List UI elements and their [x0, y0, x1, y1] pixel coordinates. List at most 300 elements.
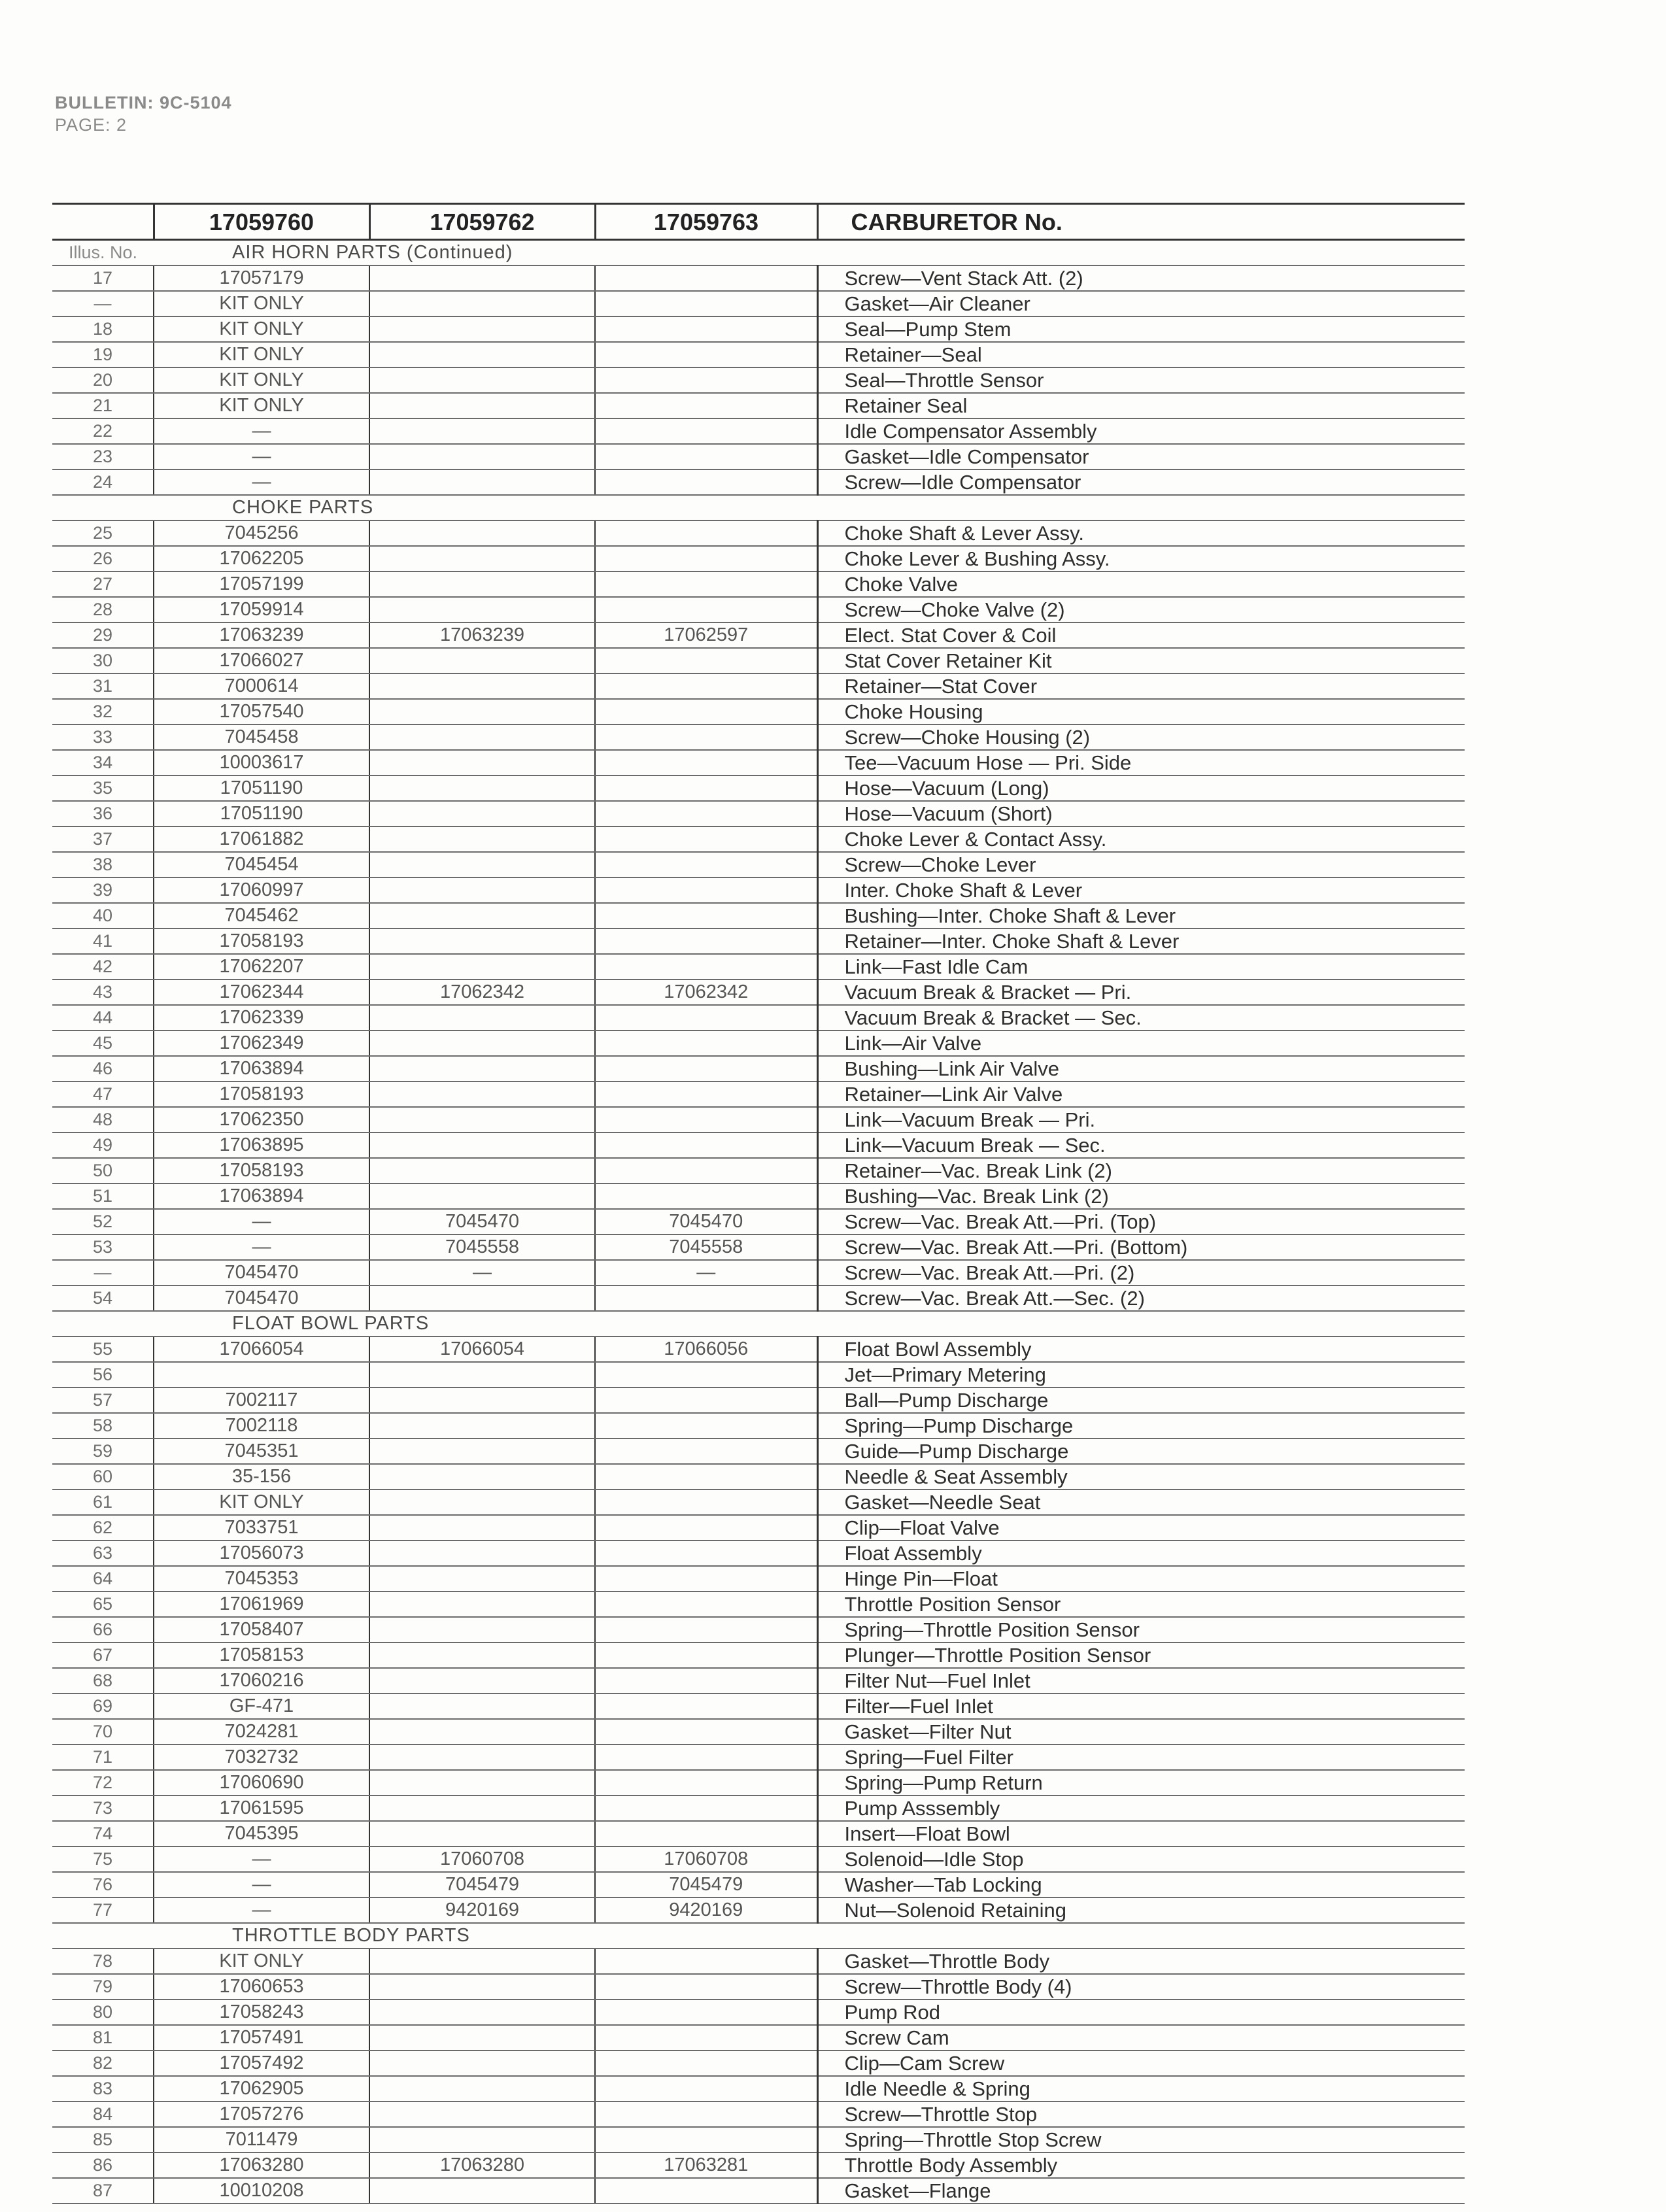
illus-number-cell: 19	[52, 342, 154, 367]
part-number-b-cell	[369, 1668, 595, 1693]
illus-number-cell: 57	[52, 1387, 154, 1413]
part-number-a-cell: 17051190	[154, 775, 369, 801]
part-number-a-cell: 7045353	[154, 1566, 369, 1591]
carburetor-column-b-header: 17059762	[369, 204, 595, 240]
table-row	[52, 571, 1465, 597]
part-description-cell: Screw—Vac. Break Att.—Sec. (2)	[817, 1285, 1465, 1311]
part-number-b-cell	[369, 469, 595, 495]
table-row	[52, 1183, 1465, 1209]
illus-number-cell: 87	[52, 2178, 154, 2203]
illus-number-cell: 59	[52, 1438, 154, 1464]
table-row	[52, 1642, 1465, 1668]
part-number-c-cell	[595, 393, 817, 418]
illus-number-cell: 32	[52, 699, 154, 724]
section-title: AIR HORN PARTS (Continued)	[154, 240, 1465, 266]
part-number-c-cell	[595, 1387, 817, 1413]
illus-number-cell: 72	[52, 1770, 154, 1795]
table-row	[52, 2127, 1465, 2152]
part-number-b-cell	[369, 1107, 595, 1132]
table-row	[52, 1821, 1465, 1846]
part-number-a-cell: 7045395	[154, 1821, 369, 1846]
part-number-c-cell	[595, 469, 817, 495]
part-number-a-cell: —	[154, 444, 369, 469]
part-number-b-cell	[369, 367, 595, 393]
table-row	[52, 1005, 1465, 1030]
part-number-b-cell	[369, 1005, 595, 1030]
part-number-b-cell	[369, 724, 595, 750]
illus-number-cell: 73	[52, 1795, 154, 1821]
section-blank-cell	[52, 1923, 154, 1948]
illus-number-cell: 53	[52, 1234, 154, 1260]
part-number-a-cell: KIT ONLY	[154, 316, 369, 342]
part-description-cell: Vacuum Break & Bracket — Sec.	[817, 1005, 1465, 1030]
part-number-c-cell	[595, 444, 817, 469]
part-number-b-cell	[369, 1081, 595, 1107]
part-number-b-cell	[369, 2076, 595, 2101]
part-description-cell: Screw—Vac. Break Att.—Pri. (2)	[817, 1260, 1465, 1285]
part-number-b-cell	[369, 520, 595, 546]
part-number-a-cell: 7045351	[154, 1438, 369, 1464]
parts-table-body	[52, 240, 1465, 2204]
table-row	[52, 546, 1465, 571]
part-number-b-cell	[369, 750, 595, 775]
illus-number-cell: 38	[52, 852, 154, 877]
part-number-b-cell	[369, 571, 595, 597]
part-description-cell: Inter. Choke Shaft & Lever	[817, 877, 1465, 903]
table-row	[52, 1260, 1465, 1285]
illus-number-cell: 44	[52, 1005, 154, 1030]
illus-number-cell: 40	[52, 903, 154, 928]
part-number-c-cell	[595, 2127, 817, 2152]
part-number-a-cell: 7045458	[154, 724, 369, 750]
table-row	[52, 877, 1465, 903]
part-number-c-cell	[595, 699, 817, 724]
part-description-cell: Choke Shaft & Lever Assy.	[817, 520, 1465, 546]
part-description-cell: Retainer—Vac. Break Link (2)	[817, 1158, 1465, 1183]
illus-number-cell: 67	[52, 1642, 154, 1668]
part-description-cell: Screw—Throttle Body (4)	[817, 1974, 1465, 1999]
illus-number-cell: 68	[52, 1668, 154, 1693]
part-number-a-cell: 17062344	[154, 979, 369, 1005]
part-number-b-cell: 17063239	[369, 622, 595, 648]
part-number-c-cell	[595, 367, 817, 393]
table-row	[52, 2152, 1465, 2178]
table-row	[52, 1081, 1465, 1107]
part-number-a-cell: —	[154, 1897, 369, 1923]
part-number-c-cell	[595, 877, 817, 903]
page-header	[55, 92, 232, 136]
illus-number-cell: 80	[52, 1999, 154, 2025]
part-number-b-cell: 17063280	[369, 2152, 595, 2178]
illus-number-cell: 78	[52, 1948, 154, 1974]
part-description-cell: Gasket—Flange	[817, 2178, 1465, 2203]
part-description-cell: Pump Rod	[817, 1999, 1465, 2025]
part-number-a-cell: 17062207	[154, 954, 369, 979]
table-row	[52, 1413, 1465, 1438]
part-number-c-cell: 17062342	[595, 979, 817, 1005]
part-number-a-cell: 17059914	[154, 597, 369, 622]
part-description-cell: Retainer—Stat Cover	[817, 673, 1465, 699]
parts-list	[52, 203, 1465, 2204]
table-row	[52, 1158, 1465, 1183]
part-number-c-cell	[595, 1489, 817, 1515]
illus-number-cell: 62	[52, 1515, 154, 1540]
table-row	[52, 699, 1465, 724]
part-number-a-cell: 17060653	[154, 1974, 369, 1999]
part-number-a-cell: 17057276	[154, 2101, 369, 2127]
illus-number-cell: 69	[52, 1693, 154, 1719]
part-description-cell: Stat Cover Retainer Kit	[817, 648, 1465, 673]
table-row	[52, 1209, 1465, 1234]
part-description-cell: Gasket—Needle Seat	[817, 1489, 1465, 1515]
table-row	[52, 673, 1465, 699]
table-row	[52, 775, 1465, 801]
table-row	[52, 520, 1465, 546]
part-number-a-cell: 17062349	[154, 1030, 369, 1056]
part-number-c-cell	[595, 520, 817, 546]
part-number-a-cell: 7045454	[154, 852, 369, 877]
part-number-a-cell: 7002117	[154, 1387, 369, 1413]
table-row	[52, 1999, 1465, 2025]
part-number-a-cell: 17063894	[154, 1183, 369, 1209]
part-number-b-cell	[369, 852, 595, 877]
illus-number-cell: 58	[52, 1413, 154, 1438]
part-number-c-cell	[595, 571, 817, 597]
part-number-a-cell: 7045256	[154, 520, 369, 546]
illus-number-cell: 37	[52, 826, 154, 852]
part-number-c-cell	[595, 597, 817, 622]
section-blank-cell	[52, 1311, 154, 1336]
part-number-c-cell: 7045479	[595, 1872, 817, 1897]
part-number-a-cell: 7011479	[154, 2127, 369, 2152]
illus-number-cell: 86	[52, 2152, 154, 2178]
part-number-c-cell	[595, 2050, 817, 2076]
illus-number-cell: 29	[52, 622, 154, 648]
part-number-c-cell: 7045558	[595, 1234, 817, 1260]
part-number-a-cell: 17062339	[154, 1005, 369, 1030]
part-number-a-cell: 7002118	[154, 1413, 369, 1438]
part-description-cell: Link—Vacuum Break — Sec.	[817, 1132, 1465, 1158]
part-number-c-cell	[595, 1795, 817, 1821]
part-number-b-cell	[369, 1285, 595, 1311]
table-row	[52, 393, 1465, 418]
part-description-cell: Ball—Pump Discharge	[817, 1387, 1465, 1413]
part-number-a-cell: KIT ONLY	[154, 367, 369, 393]
part-description-cell: Choke Lever & Bushing Assy.	[817, 546, 1465, 571]
table-row	[52, 1897, 1465, 1923]
table-row	[52, 1285, 1465, 1311]
table-row	[52, 1566, 1465, 1591]
table-row	[52, 1489, 1465, 1515]
table-row	[52, 801, 1465, 826]
table-row	[52, 1030, 1465, 1056]
part-description-cell: Bushing—Link Air Valve	[817, 1056, 1465, 1081]
table-row	[52, 724, 1465, 750]
part-number-a-cell: 10010208	[154, 2178, 369, 2203]
part-number-b-cell	[369, 1821, 595, 1846]
part-number-b-cell	[369, 1515, 595, 1540]
part-number-a-cell: 17063239	[154, 622, 369, 648]
table-row	[52, 2025, 1465, 2050]
part-number-a-cell: 7045470	[154, 1285, 369, 1311]
table-row	[52, 1668, 1465, 1693]
illus-number-cell: 48	[52, 1107, 154, 1132]
part-description-cell: Screw—Choke Valve (2)	[817, 597, 1465, 622]
part-number-a-cell: KIT ONLY	[154, 291, 369, 316]
part-number-a-cell: 7024281	[154, 1719, 369, 1744]
table-row	[52, 1693, 1465, 1719]
part-number-b-cell	[369, 1770, 595, 1795]
carburetor-no-header: CARBURETOR No.	[817, 204, 1465, 240]
illus-number-cell: 26	[52, 546, 154, 571]
illus-number-cell: 51	[52, 1183, 154, 1209]
illus-number-cell: 82	[52, 2050, 154, 2076]
part-number-c-cell	[595, 1591, 817, 1617]
table-row	[52, 1464, 1465, 1489]
illus-number-cell: —	[52, 1260, 154, 1285]
table-row	[52, 1719, 1465, 1744]
illus-number-cell: 28	[52, 597, 154, 622]
illus-number-cell: 52	[52, 1209, 154, 1234]
part-number-c-cell	[595, 1030, 817, 1056]
part-description-cell: Screw—Vac. Break Att.—Pri. (Bottom)	[817, 1234, 1465, 1260]
part-number-b-cell: —	[369, 1260, 595, 1285]
part-number-c-cell	[595, 1158, 817, 1183]
table-row	[52, 826, 1465, 852]
part-description-cell: Spring—Throttle Position Sensor	[817, 1617, 1465, 1642]
illus-number-cell: 64	[52, 1566, 154, 1591]
part-description-cell: Nut—Solenoid Retaining	[817, 1897, 1465, 1923]
part-number-a-cell: 17066054	[154, 1336, 369, 1362]
section-title: CHOKE PARTS	[154, 495, 1465, 520]
part-description-cell: Throttle Position Sensor	[817, 1591, 1465, 1617]
part-number-a-cell: 7032732	[154, 1744, 369, 1770]
part-description-cell: Tee—Vacuum Hose — Pri. Side	[817, 750, 1465, 775]
illus-number-cell: 77	[52, 1897, 154, 1923]
part-number-b-cell	[369, 1413, 595, 1438]
part-number-a-cell: KIT ONLY	[154, 1948, 369, 1974]
part-number-b-cell	[369, 826, 595, 852]
part-description-cell: Float Assembly	[817, 1540, 1465, 1566]
part-number-b-cell	[369, 444, 595, 469]
part-number-a-cell: 10003617	[154, 750, 369, 775]
part-description-cell: Screw—Vent Stack Att. (2)	[817, 265, 1465, 291]
part-number-a-cell: 7033751	[154, 1515, 369, 1540]
part-number-b-cell: 9420169	[369, 1897, 595, 1923]
illus-number-cell: 75	[52, 1846, 154, 1872]
part-description-cell: Vacuum Break & Bracket — Pri.	[817, 979, 1465, 1005]
part-description-cell: Bushing—Inter. Choke Shaft & Lever	[817, 903, 1465, 928]
part-number-b-cell	[369, 775, 595, 801]
part-description-cell: Screw Cam	[817, 2025, 1465, 2050]
section-blank-cell	[52, 495, 154, 520]
part-number-c-cell	[595, 1693, 817, 1719]
table-row	[52, 444, 1465, 469]
part-description-cell: Screw—Choke Lever	[817, 852, 1465, 877]
illus-number-cell: 42	[52, 954, 154, 979]
part-number-c-cell	[595, 903, 817, 928]
table-row	[52, 1234, 1465, 1260]
part-number-a-cell: 17058407	[154, 1617, 369, 1642]
part-number-c-cell	[595, 1642, 817, 1668]
table-row	[52, 1872, 1465, 1897]
illus-number-cell: 85	[52, 2127, 154, 2152]
table-row	[52, 1617, 1465, 1642]
part-number-b-cell	[369, 954, 595, 979]
part-number-c-cell	[595, 1540, 817, 1566]
illus-number-cell: 46	[52, 1056, 154, 1081]
part-number-b-cell	[369, 546, 595, 571]
part-description-cell: Spring—Fuel Filter	[817, 1744, 1465, 1770]
part-description-cell: Hose—Vacuum (Short)	[817, 801, 1465, 826]
part-description-cell: Link—Fast Idle Cam	[817, 954, 1465, 979]
part-description-cell: Link—Vacuum Break — Pri.	[817, 1107, 1465, 1132]
part-number-a-cell: 17061882	[154, 826, 369, 852]
part-number-b-cell	[369, 1693, 595, 1719]
part-number-b-cell	[369, 316, 595, 342]
illus-number-cell: 79	[52, 1974, 154, 1999]
part-number-a-cell: —	[154, 1234, 369, 1260]
part-number-a-cell	[154, 1362, 369, 1387]
part-number-c-cell	[595, 1183, 817, 1209]
part-description-cell: Guide—Pump Discharge	[817, 1438, 1465, 1464]
part-number-b-cell	[369, 1362, 595, 1387]
part-description-cell: Screw—Idle Compensator	[817, 469, 1465, 495]
part-description-cell: Seal—Throttle Sensor	[817, 367, 1465, 393]
illus-number-cell: 76	[52, 1872, 154, 1897]
illus-number-cell: 47	[52, 1081, 154, 1107]
part-description-cell: Hinge Pin—Float	[817, 1566, 1465, 1591]
bulletin-number: BULLETIN: 9C-5104	[55, 93, 232, 112]
illus-number-cell: 83	[52, 2076, 154, 2101]
part-description-cell: Spring—Throttle Stop Screw	[817, 2127, 1465, 2152]
table-row	[52, 1132, 1465, 1158]
part-number-c-cell	[595, 852, 817, 877]
part-number-a-cell: 17058193	[154, 1158, 369, 1183]
table-row	[52, 1438, 1465, 1464]
part-number-c-cell	[595, 1668, 817, 1693]
section-title: FLOAT BOWL PARTS	[154, 1311, 1465, 1336]
part-number-b-cell	[369, 1566, 595, 1591]
part-description-cell: Filter—Fuel Inlet	[817, 1693, 1465, 1719]
part-number-a-cell: KIT ONLY	[154, 342, 369, 367]
table-row	[52, 597, 1465, 622]
part-description-cell: Retainer Seal	[817, 393, 1465, 418]
table-row	[52, 648, 1465, 673]
illus-number-cell: 84	[52, 2101, 154, 2127]
part-description-cell: Retainer—Link Air Valve	[817, 1081, 1465, 1107]
illus-number-cell: 24	[52, 469, 154, 495]
part-description-cell: Bushing—Vac. Break Link (2)	[817, 1183, 1465, 1209]
table-row	[52, 1336, 1465, 1362]
part-number-b-cell	[369, 1438, 595, 1464]
section-title: THROTTLE BODY PARTS	[154, 1923, 1465, 1948]
part-number-c-cell	[595, 1770, 817, 1795]
part-number-c-cell: 17063281	[595, 2152, 817, 2178]
part-number-b-cell	[369, 801, 595, 826]
part-number-c-cell	[595, 673, 817, 699]
part-description-cell: Gasket—Idle Compensator	[817, 444, 1465, 469]
part-number-c-cell	[595, 1617, 817, 1642]
illus-number-cell: 81	[52, 2025, 154, 2050]
part-number-b-cell	[369, 1183, 595, 1209]
part-number-c-cell	[595, 1438, 817, 1464]
part-number-b-cell	[369, 1617, 595, 1642]
illus-number-cell: 33	[52, 724, 154, 750]
table-row	[52, 852, 1465, 877]
part-number-b-cell	[369, 903, 595, 928]
section-header-row	[52, 240, 1465, 266]
illus-number-cell: 61	[52, 1489, 154, 1515]
part-number-b-cell	[369, 1132, 595, 1158]
part-number-b-cell	[369, 1030, 595, 1056]
part-description-cell: Insert—Float Bowl	[817, 1821, 1465, 1846]
table-row	[52, 469, 1465, 495]
carburetor-column-a-header: 17059760	[154, 204, 369, 240]
part-description-cell: Needle & Seat Assembly	[817, 1464, 1465, 1489]
part-number-a-cell: 17057492	[154, 2050, 369, 2076]
part-number-b-cell	[369, 2127, 595, 2152]
part-number-a-cell: 17051190	[154, 801, 369, 826]
part-number-c-cell	[595, 418, 817, 444]
illus-number-cell: 31	[52, 673, 154, 699]
part-number-c-cell	[595, 1744, 817, 1770]
part-number-a-cell: 17058243	[154, 1999, 369, 2025]
part-number-c-cell: —	[595, 1260, 817, 1285]
part-number-b-cell	[369, 2101, 595, 2127]
part-description-cell: Clip—Cam Screw	[817, 2050, 1465, 2076]
table-row	[52, 1540, 1465, 1566]
illus-number-cell: 55	[52, 1336, 154, 1362]
part-number-c-cell	[595, 826, 817, 852]
illus-number-cell: 45	[52, 1030, 154, 1056]
part-number-c-cell	[595, 1821, 817, 1846]
part-number-a-cell: 7045470	[154, 1260, 369, 1285]
part-description-cell: Gasket—Throttle Body	[817, 1948, 1465, 1974]
part-description-cell: Clip—Float Valve	[817, 1515, 1465, 1540]
part-number-c-cell	[595, 801, 817, 826]
part-description-cell: Hose—Vacuum (Long)	[817, 775, 1465, 801]
illus-number-cell: 74	[52, 1821, 154, 1846]
part-number-b-cell	[369, 1744, 595, 1770]
part-number-c-cell	[595, 1132, 817, 1158]
section-header-row	[52, 1923, 1465, 1948]
part-number-a-cell: 17062905	[154, 2076, 369, 2101]
illus-number-cell: 36	[52, 801, 154, 826]
part-description-cell: Choke Housing	[817, 699, 1465, 724]
part-number-c-cell	[595, 291, 817, 316]
part-number-a-cell: 35-156	[154, 1464, 369, 1489]
part-number-a-cell: —	[154, 1872, 369, 1897]
table-row	[52, 1591, 1465, 1617]
part-number-b-cell	[369, 1591, 595, 1617]
part-number-c-cell	[595, 1999, 817, 2025]
table-row	[52, 367, 1465, 393]
part-number-c-cell	[595, 1566, 817, 1591]
part-number-a-cell: 17057491	[154, 2025, 369, 2050]
part-number-a-cell: 17063894	[154, 1056, 369, 1081]
illus-number-cell: 43	[52, 979, 154, 1005]
part-number-b-cell	[369, 1387, 595, 1413]
part-number-a-cell: KIT ONLY	[154, 1489, 369, 1515]
part-number-b-cell	[369, 1489, 595, 1515]
illus-number-cell: 22	[52, 418, 154, 444]
part-number-a-cell: 17057540	[154, 699, 369, 724]
illus-number-cell: 49	[52, 1132, 154, 1158]
illus-number-cell: 35	[52, 775, 154, 801]
illus-number-cell: 63	[52, 1540, 154, 1566]
part-number-c-cell	[595, 1056, 817, 1081]
